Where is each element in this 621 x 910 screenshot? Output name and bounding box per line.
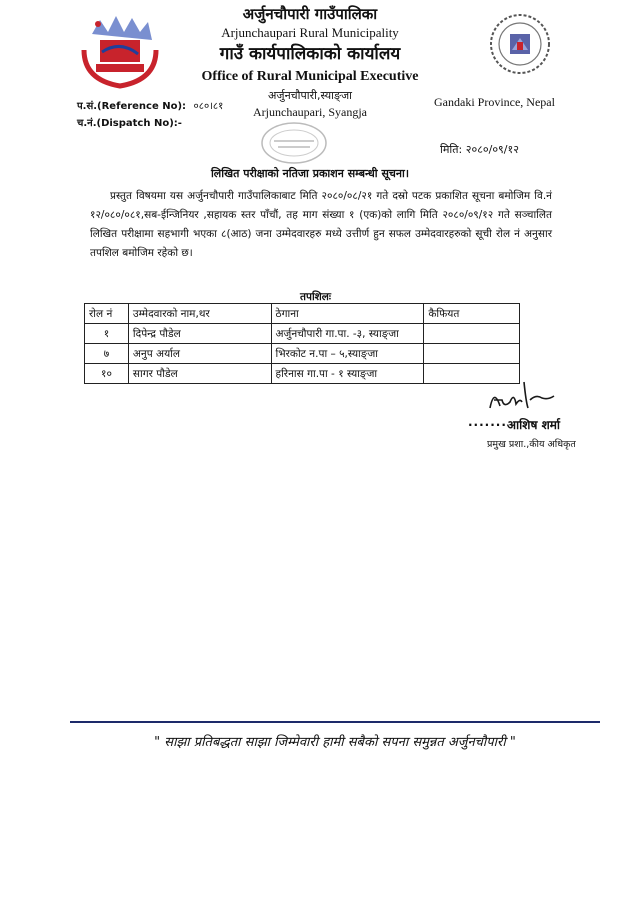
table-row [85,364,520,384]
table-row [85,324,520,344]
signatory-name: ·······आशिष शर्मा [468,418,561,432]
handwritten-signature [484,378,564,418]
cell-roll-no: १० [85,364,129,384]
reference-line [77,98,223,112]
cell-candidate-name: दिपेन्द्र पौडेल [128,324,271,344]
cell-remarks [424,324,520,344]
notice-subject: लिखित परीक्षाको नतिजा प्रकाशन सम्बन्धी सूचना। [210,167,410,180]
table-header-row [85,304,520,324]
header-roll-no: रोल नं [85,304,129,324]
dispatch-label: च.नं.(Dispatch No):- [77,118,182,129]
results-table [84,303,520,384]
footer-divider [70,721,600,723]
notice-body: प्रस्तुत विषयमा यस अर्जुनचौपारी गाउँपालिकाबाट मिति २०८०/०८/२१ गते दस्रो पटक प्रकाशित सूचना बमोजिम वि.नं १२/०८०/०८१,सब-ईन्जिनियर ,सहायक स्तर पाँचौं, तह माग संख्या १ (एक)को लागि मिति २०८०/०९/१२ गते सञ्चालित लिखित परीक्षामा सहभागी भएका ८(आठ) जना उम्मेदवारहरु मध्ये उत्तीर्ण हुन सफल उम्मेदवारहरुको सूची रोल नं अनुसार तपशिल बमोजिम रहेको छ। [90,190,552,259]
province-label: Gandaki Province, Nepal [434,95,555,109]
address-np: अर्जुनचौपारी,स्याङ्जा [268,89,352,102]
header-candidate-name: उम्मेदवारको नाम,थर [128,304,271,324]
municipality-seal-logo [488,12,552,76]
signatory-name-text: आशिष शर्मा [506,418,561,432]
official-stamp [258,120,330,166]
office-name-np: गाउँ कार्यपालिकाको कार्यालय [219,44,401,64]
municipality-name-en: Arjunchaupari Rural Municipality [221,25,399,40]
address-en: Arjunchaupari, Syangja [253,105,367,119]
cell-roll-no: ७ [85,344,129,364]
cell-candidate-name: अनुप अर्याल [128,344,271,364]
cell-roll-no: १ [85,324,129,344]
header-address: ठेगाना [271,304,424,324]
office-name-en: Office of Rural Municipal Executive [201,69,419,84]
cell-remarks [424,344,520,364]
cell-address: हरिनास गा.पा - १ स्याङ्जा [271,364,424,384]
reference-value: ०८०।८१ [193,101,224,112]
header-remarks: कैफियत [424,304,520,324]
signatory-title: प्रमुख प्रशा.,कीय अधिकृत [487,439,576,450]
table-caption: तपशिलः [300,291,332,303]
cell-address: अर्जुनचौपारी गा.पा. -३, स्याङ्जा [271,324,424,344]
municipality-name-np: अर्जुनचौपारी गाउँपालिका [242,5,378,23]
table-row [85,344,520,364]
footer-slogan: " साझा प्रतिबद्धता साझा जिम्मेवारी हामी सबैको सपना समुन्नत अर्जुनचौपारी " [154,735,516,750]
reference-label: प.सं.(Reference No): [77,101,187,112]
date-line: मिति: २०८०/०९/१२ [440,143,519,156]
cell-address: भिरकोट न.पा – ५,स्याङ्जा [271,344,424,364]
cell-candidate-name: सागर पौडेल [128,364,271,384]
